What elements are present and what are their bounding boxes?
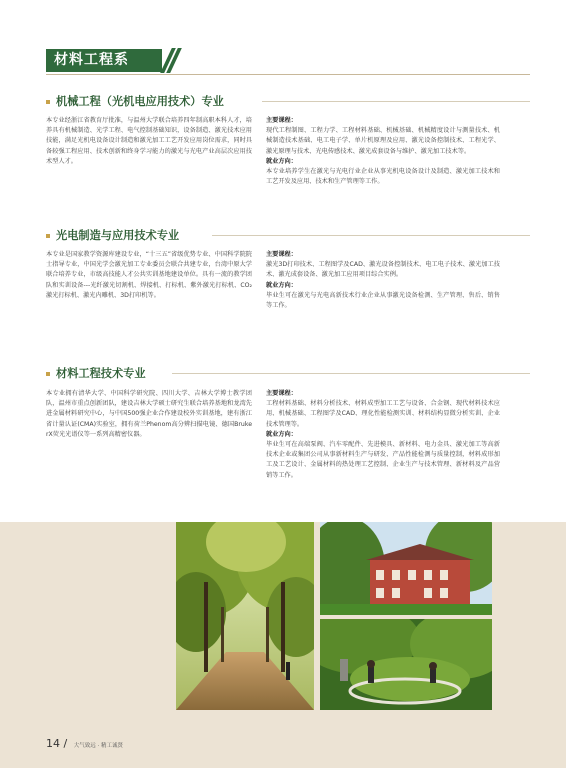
career-text: 毕业生可在激光与光电高新技术行业企业从事激光设备检测、生产管理、售后、销售等工作。 — [266, 291, 500, 310]
courses-text: 现代工程制图、工程力学、工程材料基础、机械基础、机械精度设计与测量技术、机械制造技术基础、电工电子学、单片机原理及应用、激光设备控制技术、工程光学、激光原理与技术、光电传感技术、激光成套设备与维护、激光加工技术等。 — [266, 127, 500, 155]
page-number: 14 / — [46, 737, 68, 750]
campus-avenue-photo — [176, 522, 314, 710]
career-label: 就业方向： — [266, 157, 297, 165]
career-label: 就业方向： — [266, 430, 297, 438]
page-footer — [46, 737, 123, 750]
career-text: 毕业生可在高端泵阀、汽车零配件、先进模具、新材料、电力金具、激光加工等高新技术企业或集团公司从事新材料生产与研发、产品性能检测与质量控制，材料成形加工及工艺设计、金属材料的热处理工艺控制、企业生产与技术管理、新材料及产品营销等工作。 — [266, 441, 500, 479]
section-details — [266, 250, 500, 311]
courses-text: 激光3D打印技术、工程图学及CAD、激光设备控制技术、电工电子技术、激光加工技术、激光成套设备、激光加工应用项目综合实例。 — [266, 261, 500, 279]
bullet-icon — [46, 100, 50, 104]
courses-label: 主要课程： — [266, 251, 297, 258]
header-divider — [46, 74, 530, 75]
bullet-icon — [46, 234, 50, 238]
section-divider — [212, 235, 530, 236]
section-divider — [172, 373, 530, 374]
section-details — [266, 389, 500, 481]
campus-garden-photo — [320, 619, 492, 710]
campus-building-photo — [320, 522, 492, 615]
courses-label: 主要课程： — [266, 390, 297, 397]
career-text: 本专业培养学生在激光与光电行业企业从事光机电设备设计及制造、激光加工技术和工艺开发及应用、技术和生产管理等工作。 — [266, 168, 500, 186]
bullet-icon — [46, 372, 50, 376]
section-title-materials: 材料工程技术专业 — [46, 364, 146, 382]
section-divider — [262, 101, 530, 102]
section-description: 本专业经浙江省教育厅批准，与温州大学联合培养四年制高职本科人才，培养具有机械制造、光学工程、电气控制基础知识，设备制造、激光技术应用技能，满足光机电设备设计制造和激光加工工艺开发应用岗位需求，同时具备较强工程应用、技术创新和终身学习能力的激光与光电产业高层次应用技术型人才。 — [46, 117, 252, 165]
page-title: 材料工程系 — [46, 49, 162, 72]
section-title-mechanical: 机械工程（光机电应用技术）专业 — [46, 92, 224, 110]
section-details — [266, 116, 500, 187]
courses-text: 工程材料基础、材料分析技术、材料成型加工工艺与设备、合金钢、现代材料技术应用、机械基础、工程图学及CAD、理化性能检测实训、材料结构显微分析实训、企业技术管理等。 — [266, 400, 500, 428]
section-description: 本专业是国家教学资源库建设专业，“十三五”省级优势专业、中国科学院院士指导专业，中国光学会激光加工专业委员会联合共建专业，台湾中原大学联合培养专业，市级高技能人才公共实训基地建设单位。具有一流的教学团队和实训设备---光纤激光切割机、焊接机、打标机、紫外激光打标机、CO₂激光打标机、激光内雕机、3D打印机等。 — [46, 251, 252, 299]
section-description: 本专业拥有清华大学、中国科学研究院、四川大学、吉林大学博士教学团队，温州市重点创新团队，建设吉林大学硕士研究生联合培养基地和龙湾先进金属材料研究中心，与中国500强企业合作建设校外实训基地，建有浙江省计量认证(CMA)实验室，拥有荷兰Phenom高分辨扫描电镜、德国BrukerX荧光光谱仪等一系列高精密仪器。 — [46, 390, 252, 438]
courses-label: 主要课程： — [266, 117, 297, 124]
section-title-optoelectronics: 光电制造与应用技术专业 — [46, 226, 179, 244]
career-label: 就业方向： — [266, 281, 297, 289]
footer-caption: 大气致远 · 精工诚贤 — [73, 743, 123, 749]
